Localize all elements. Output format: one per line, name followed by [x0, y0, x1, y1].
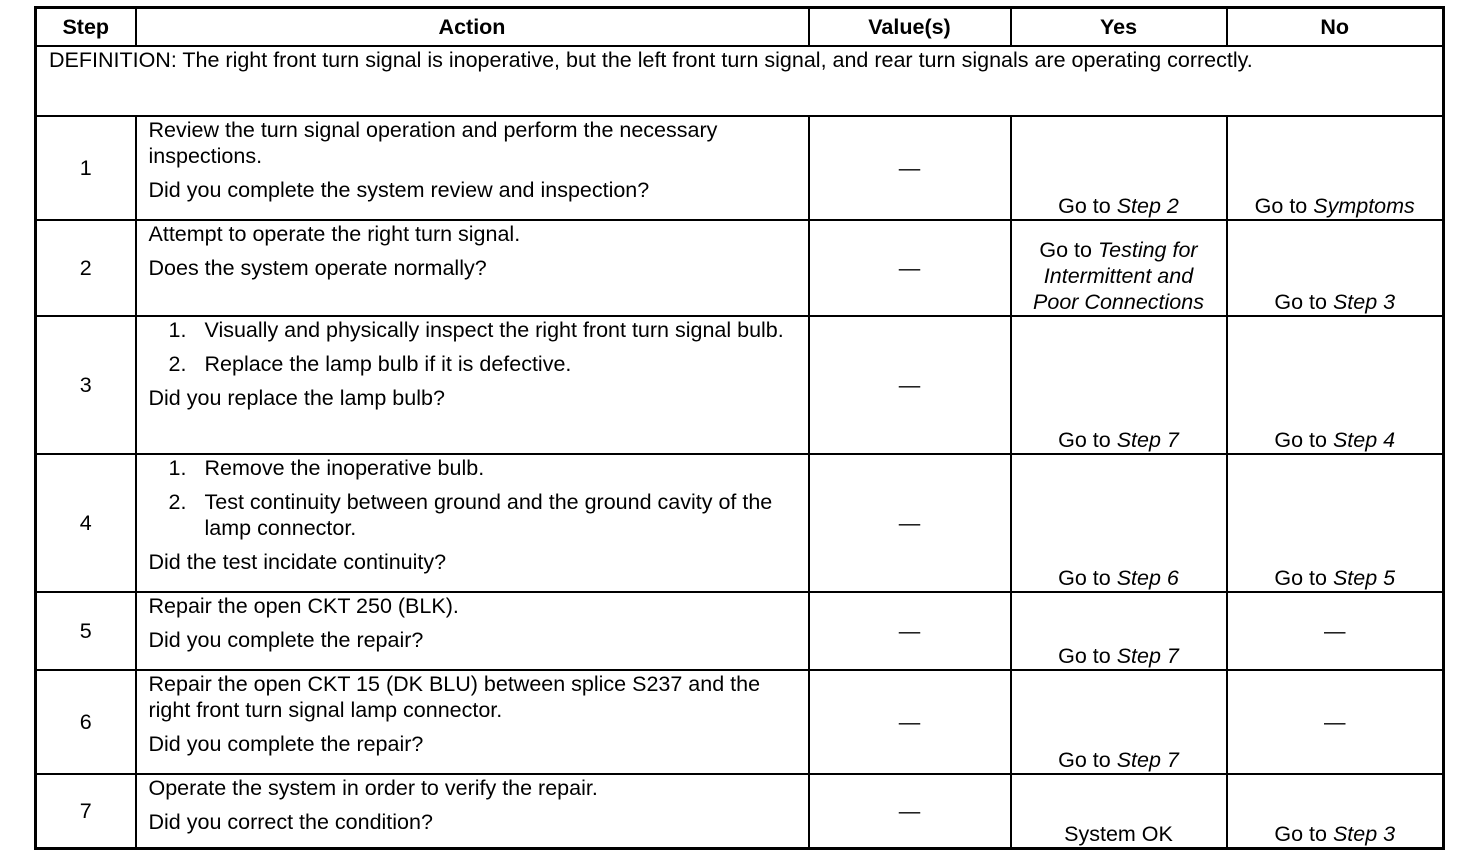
list-item: [149, 351, 796, 377]
yes-target: Step 7: [1116, 427, 1179, 452]
diagnostic-table: [34, 6, 1445, 850]
no-target: Step 3: [1332, 822, 1396, 846]
action-text: Repair the open CKT 250 (BLK).: [148, 594, 459, 619]
goto-label: Go to: [1058, 193, 1111, 218]
value-cell: —: [809, 220, 1011, 316]
table-row: [36, 116, 1444, 220]
table-row: [36, 774, 1444, 848]
yes-target: Step 2: [1116, 193, 1179, 218]
value-cell: —: [809, 316, 1011, 454]
goto-label: Go to: [1254, 193, 1308, 218]
action-question: Did you complete the repair?: [148, 628, 424, 653]
action-cell: [136, 316, 809, 454]
no-cell: [1227, 116, 1444, 220]
action-cell: [136, 592, 809, 670]
action-cell: [136, 670, 809, 774]
step-number: 7: [36, 774, 136, 848]
list-item: [149, 317, 796, 343]
goto-label: Go to: [1058, 566, 1111, 591]
step-number: 4: [36, 454, 136, 592]
value-cell: —: [809, 454, 1011, 592]
action-text: Review the turn signal operation and perform the necessary inspections.: [148, 117, 718, 168]
value-cell: —: [809, 774, 1011, 848]
yes-target: Step 7: [1116, 748, 1179, 773]
yes-cell: [1011, 116, 1227, 220]
no-target: Step 3: [1332, 289, 1396, 314]
action-question: Did you complete the system review and inspection?: [148, 177, 650, 202]
list-number: 2.: [168, 489, 187, 514]
list-number: 2.: [168, 351, 187, 376]
goto-label: Go to: [1274, 566, 1327, 591]
definition-row: [36, 46, 1444, 116]
yes-cell: [1011, 316, 1227, 454]
action-cell: [136, 220, 809, 316]
goto-label: Go to: [1274, 822, 1327, 846]
goto-label: Go to: [1058, 427, 1111, 452]
table-row: [36, 454, 1444, 592]
value-cell: —: [809, 670, 1011, 774]
yes-cell: System OK: [1011, 774, 1227, 848]
step-number: 2: [36, 220, 136, 316]
list-item: [149, 489, 796, 541]
action-question: Did you replace the lamp bulb?: [148, 385, 445, 410]
no-target: Step 5: [1332, 566, 1396, 591]
table-row: [36, 316, 1444, 454]
step-number: 1: [36, 116, 136, 220]
list-text: Remove the inoperative bulb.: [204, 455, 485, 480]
no-cell: [1227, 316, 1444, 454]
table-row: [36, 670, 1444, 774]
step-number: 5: [36, 592, 136, 670]
action-text: Repair the open CKT 15 (DK BLU) between splice S237 and the right front turn signal lamp connector.: [148, 672, 761, 723]
no-target: Symptoms: [1313, 193, 1415, 218]
no-cell: [1227, 220, 1444, 316]
action-cell: [136, 454, 809, 592]
goto-label: Go to: [1039, 237, 1092, 262]
yes-cell: [1011, 592, 1227, 670]
value-cell: —: [809, 116, 1011, 220]
list-item: [149, 455, 796, 481]
no-cell: —: [1227, 670, 1444, 774]
action-question: Did the test incidate continuity?: [148, 549, 447, 574]
header-row: [36, 8, 1444, 46]
header-action: Action: [136, 8, 809, 46]
header-step: Step: [36, 8, 136, 46]
yes-cell: [1011, 220, 1227, 316]
step-number: 6: [36, 670, 136, 774]
no-cell: —: [1227, 592, 1444, 670]
action-text: Operate the system in order to verify the repair.: [148, 776, 598, 801]
no-cell: [1227, 774, 1444, 848]
goto-label: Go to: [1274, 289, 1327, 314]
list-text: Test continuity between ground and the ground cavity of the lamp connector.: [204, 489, 773, 540]
no-target: Step 4: [1332, 427, 1396, 452]
table-row: [36, 220, 1444, 316]
action-text: Attempt to operate the right turn signal.: [148, 221, 521, 246]
yes-target: Testing for Intermittent and Poor Connections: [1033, 237, 1204, 314]
action-question: Did you complete the repair?: [148, 732, 424, 757]
list-number: 1.: [168, 455, 187, 480]
header-values: Value(s): [809, 8, 1011, 46]
step-number: 3: [36, 316, 136, 454]
header-no: No: [1227, 8, 1444, 46]
value-cell: —: [809, 592, 1011, 670]
yes-cell: [1011, 670, 1227, 774]
list-text: Replace the lamp bulb if it is defective.: [204, 351, 572, 376]
goto-label: Go to: [1058, 644, 1111, 669]
list-text: Visually and physically inspect the right front turn signal bulb.: [204, 317, 784, 342]
no-cell: [1227, 454, 1444, 592]
table-row: [36, 592, 1444, 670]
list-number: 1.: [168, 317, 187, 342]
action-cell: [136, 116, 809, 220]
definition-text: DEFINITION: The right front turn signal is inoperative, but the left front turn signal, and rear turn signals are operating correctly.: [36, 46, 1444, 116]
action-question: Did you correct the condition?: [148, 810, 433, 835]
yes-target: Step 6: [1116, 566, 1179, 591]
goto-label: Go to: [1274, 427, 1327, 452]
yes-target: Step 7: [1116, 644, 1179, 669]
header-yes: Yes: [1011, 8, 1227, 46]
yes-cell: [1011, 454, 1227, 592]
goto-label: Go to: [1058, 748, 1111, 773]
action-cell: [136, 774, 809, 848]
action-question: Does the system operate normally?: [148, 255, 487, 280]
